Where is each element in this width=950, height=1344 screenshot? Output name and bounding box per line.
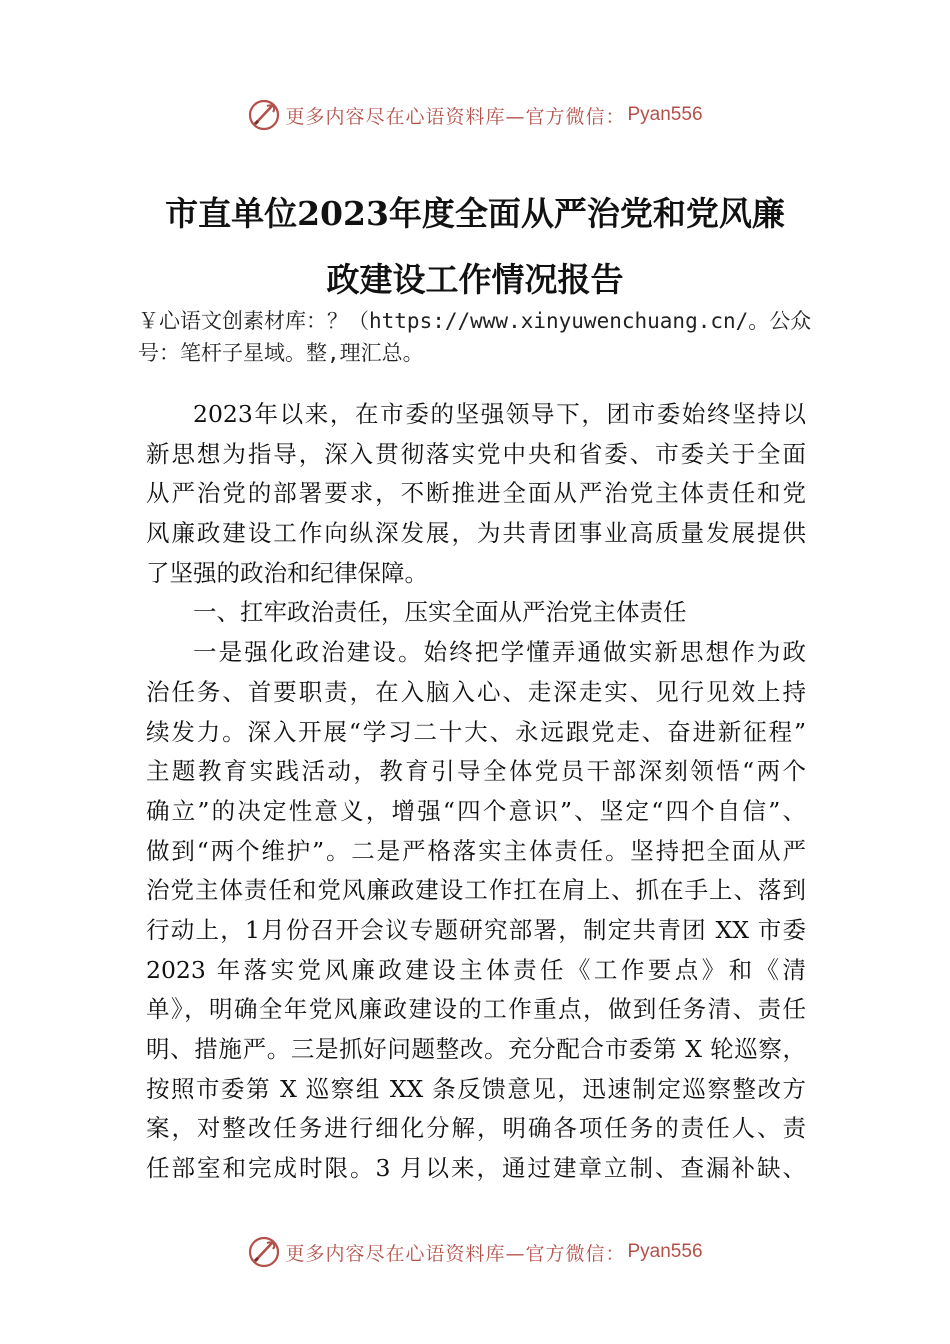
body-line: 单》，明确全年党风廉政建设的工作重点，做到任务清、责任 (146, 995, 806, 1024)
pen-logo-icon (247, 1235, 281, 1269)
header-banner (0, 95, 950, 135)
body-line: 2023 年落实党风廉政建设主体责任《工作要点》和《清 (146, 955, 806, 984)
body-line: 一是强化政治建设。始终把学懂弄通做实新思想作为政 (193, 638, 806, 667)
source-note: ￥心语文创素材库：？（https://www.xinyuwenchuang.cn/。公众号：笔杆子星域。整,理汇总。 (138, 309, 812, 365)
body-line: 明、措施严。三是抓好问题整改。充分配合市委第 X 轮巡察， (146, 1035, 806, 1063)
document-body (146, 395, 806, 1189)
body-line: 从严治党的部署要求，不断推进全面从严治党主体责任和党 (146, 479, 806, 508)
banner-wechat-id: Pyan556 (627, 1241, 703, 1262)
body-line: 主题教育实践活动，教育引导全体党员干部深刻领悟“两个 (146, 757, 806, 786)
document-title-line-1: 市直单位2023年度全面从严治党和党风廉 (165, 194, 785, 233)
body-line: 做到“两个维护”。二是严格落实主体责任。坚持把全面从严 (146, 836, 806, 865)
body-line: 任部室和完成时限。3 月以来，通过建章立制、查漏补缺、 (146, 1154, 806, 1183)
body-line: 按照市委第 X 巡察组 XX 条反馈意见，迅速制定巡察整改方 (146, 1074, 806, 1103)
document-title-line-2: 政建设工作情况报告 (326, 260, 624, 299)
body-line: 新思想为指导，深入贯彻落实党中央和省委、市委关于全面 (146, 439, 806, 468)
body-line: 治党主体责任和党风廉政建设工作扛在肩上、抓在手上、落到 (146, 876, 806, 905)
banner-text: 更多内容尽在心语资料库—官方微信： (285, 105, 626, 128)
section-heading: 一、扛牢政治责任，压实全面从严治党主体责任 (193, 598, 687, 627)
body-line: 风廉政建设工作向纵深发展，为共青团事业高质量发展提供 (146, 519, 806, 548)
body-line: 2023年以来，在市委的坚强领导下，团市委始终坚持以 (193, 400, 806, 428)
footer-banner (0, 1232, 950, 1272)
body-line: 治任务、首要职责，在入脑入心、走深走实、见行见效上持 (146, 677, 806, 706)
body-line: 行动上，1月份召开会议专题研究部署，制定共青团 XX 市委 (146, 915, 806, 944)
banner-text: 更多内容尽在心语资料库—官方微信： (285, 1242, 626, 1265)
body-line: 续发力。深入开展“学习二十大、永远跟党走、奋进新征程” (146, 717, 806, 746)
body-line: 案，对整改任务进行细化分解，明确各项任务的责任人、责 (146, 1114, 806, 1143)
body-line: 确立”的决定性意义，增强“四个意识”、坚定“四个自信”、 (146, 796, 806, 825)
pen-logo-icon (247, 98, 281, 132)
body-line: 了坚强的政治和纪律保障。 (146, 558, 428, 587)
banner-wechat-id: Pyan556 (627, 104, 703, 125)
